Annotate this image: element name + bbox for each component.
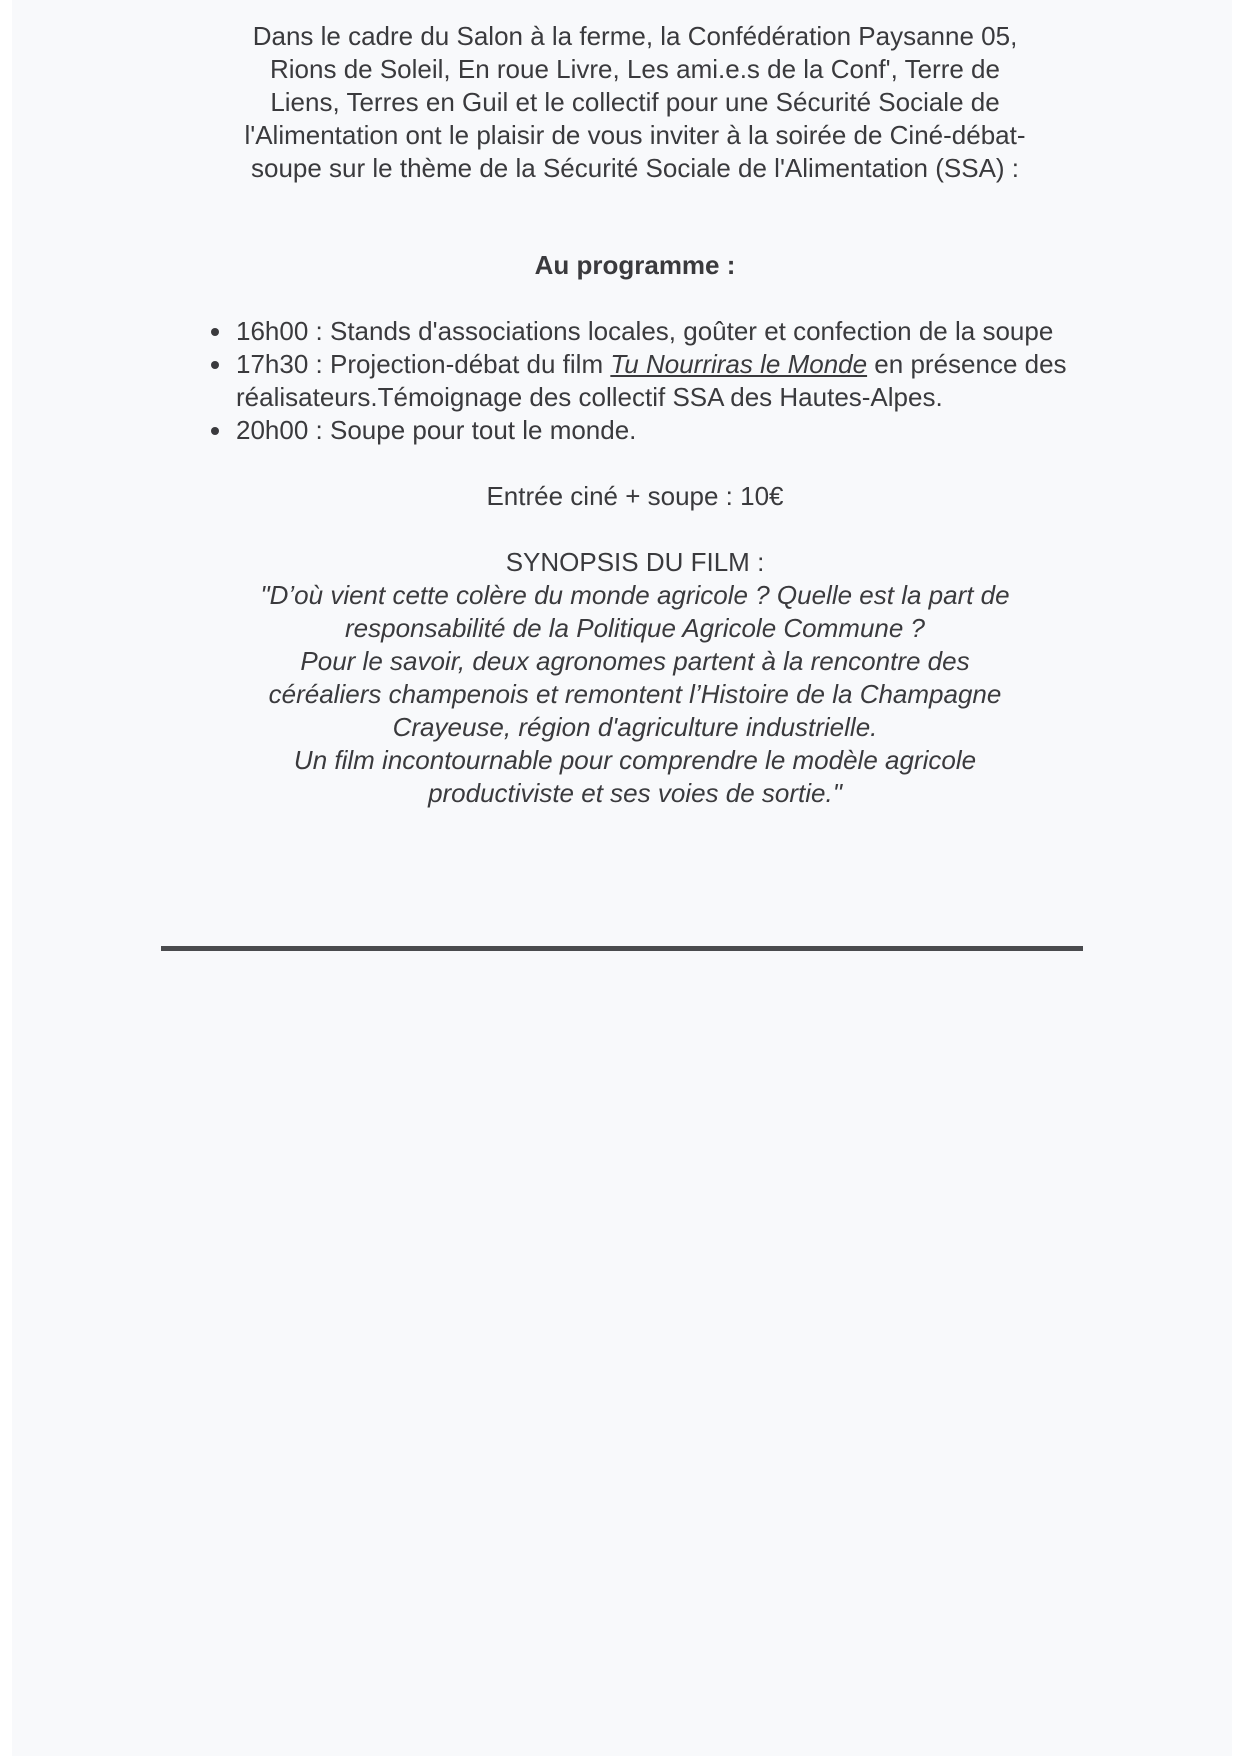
film-title: Tu Nourriras le Monde <box>610 349 868 379</box>
program-item-text: 17h30 : Projection-débat du film <box>236 349 611 379</box>
newsletter-content <box>174 20 1096 810</box>
synopsis-label: SYNOPSIS DU FILM : <box>505 547 765 577</box>
email-page <box>12 0 1232 1756</box>
intro-paragraph: Dans le cadre du Salon à la ferme, la Confédération Paysanne 05, Rions de Soleil, En roue Livre, Les ami.e.s de la Conf', Terre de Liens, Terres en Guil et le collectif pour une Sécurité Sociale de l'Alimentation ont le plaisir de vous inviter à la soirée de Ciné-débat- soupe sur le thème de la Sécurité Sociale de l'Alimentation (SSA) : <box>244 21 1026 183</box>
program-item-text: en présence des réalisateurs.Témoignage des collectif SSA des Hautes-Alpes. <box>236 349 1067 412</box>
price-info: Entrée ciné + soupe : 10€ <box>486 481 784 511</box>
program-item <box>234 348 1096 414</box>
synopsis-text: "D’où vient cette colère du monde agricole ? Quelle est la part de responsabilité de la Politique Agricole Commune ? Pour le savoir, deux agronomes partent à la rencontre des céréaliers champenois et remontent l’Histoire de la Champagne Crayeuse, région d'agriculture industrielle. Un film incontournable pour comprendre le modèle agricole productiviste et ses voies de sortie." <box>260 580 1010 808</box>
program-item: • 20h00 : Soupe pour tout le monde. <box>234 414 1096 447</box>
program-item: • 16h00 : Stands d'associations locales, goûter et confection de la soupe <box>234 315 1096 348</box>
program-heading: Au programme : <box>534 250 736 280</box>
program-list <box>174 315 1096 447</box>
section-divider <box>161 946 1083 951</box>
